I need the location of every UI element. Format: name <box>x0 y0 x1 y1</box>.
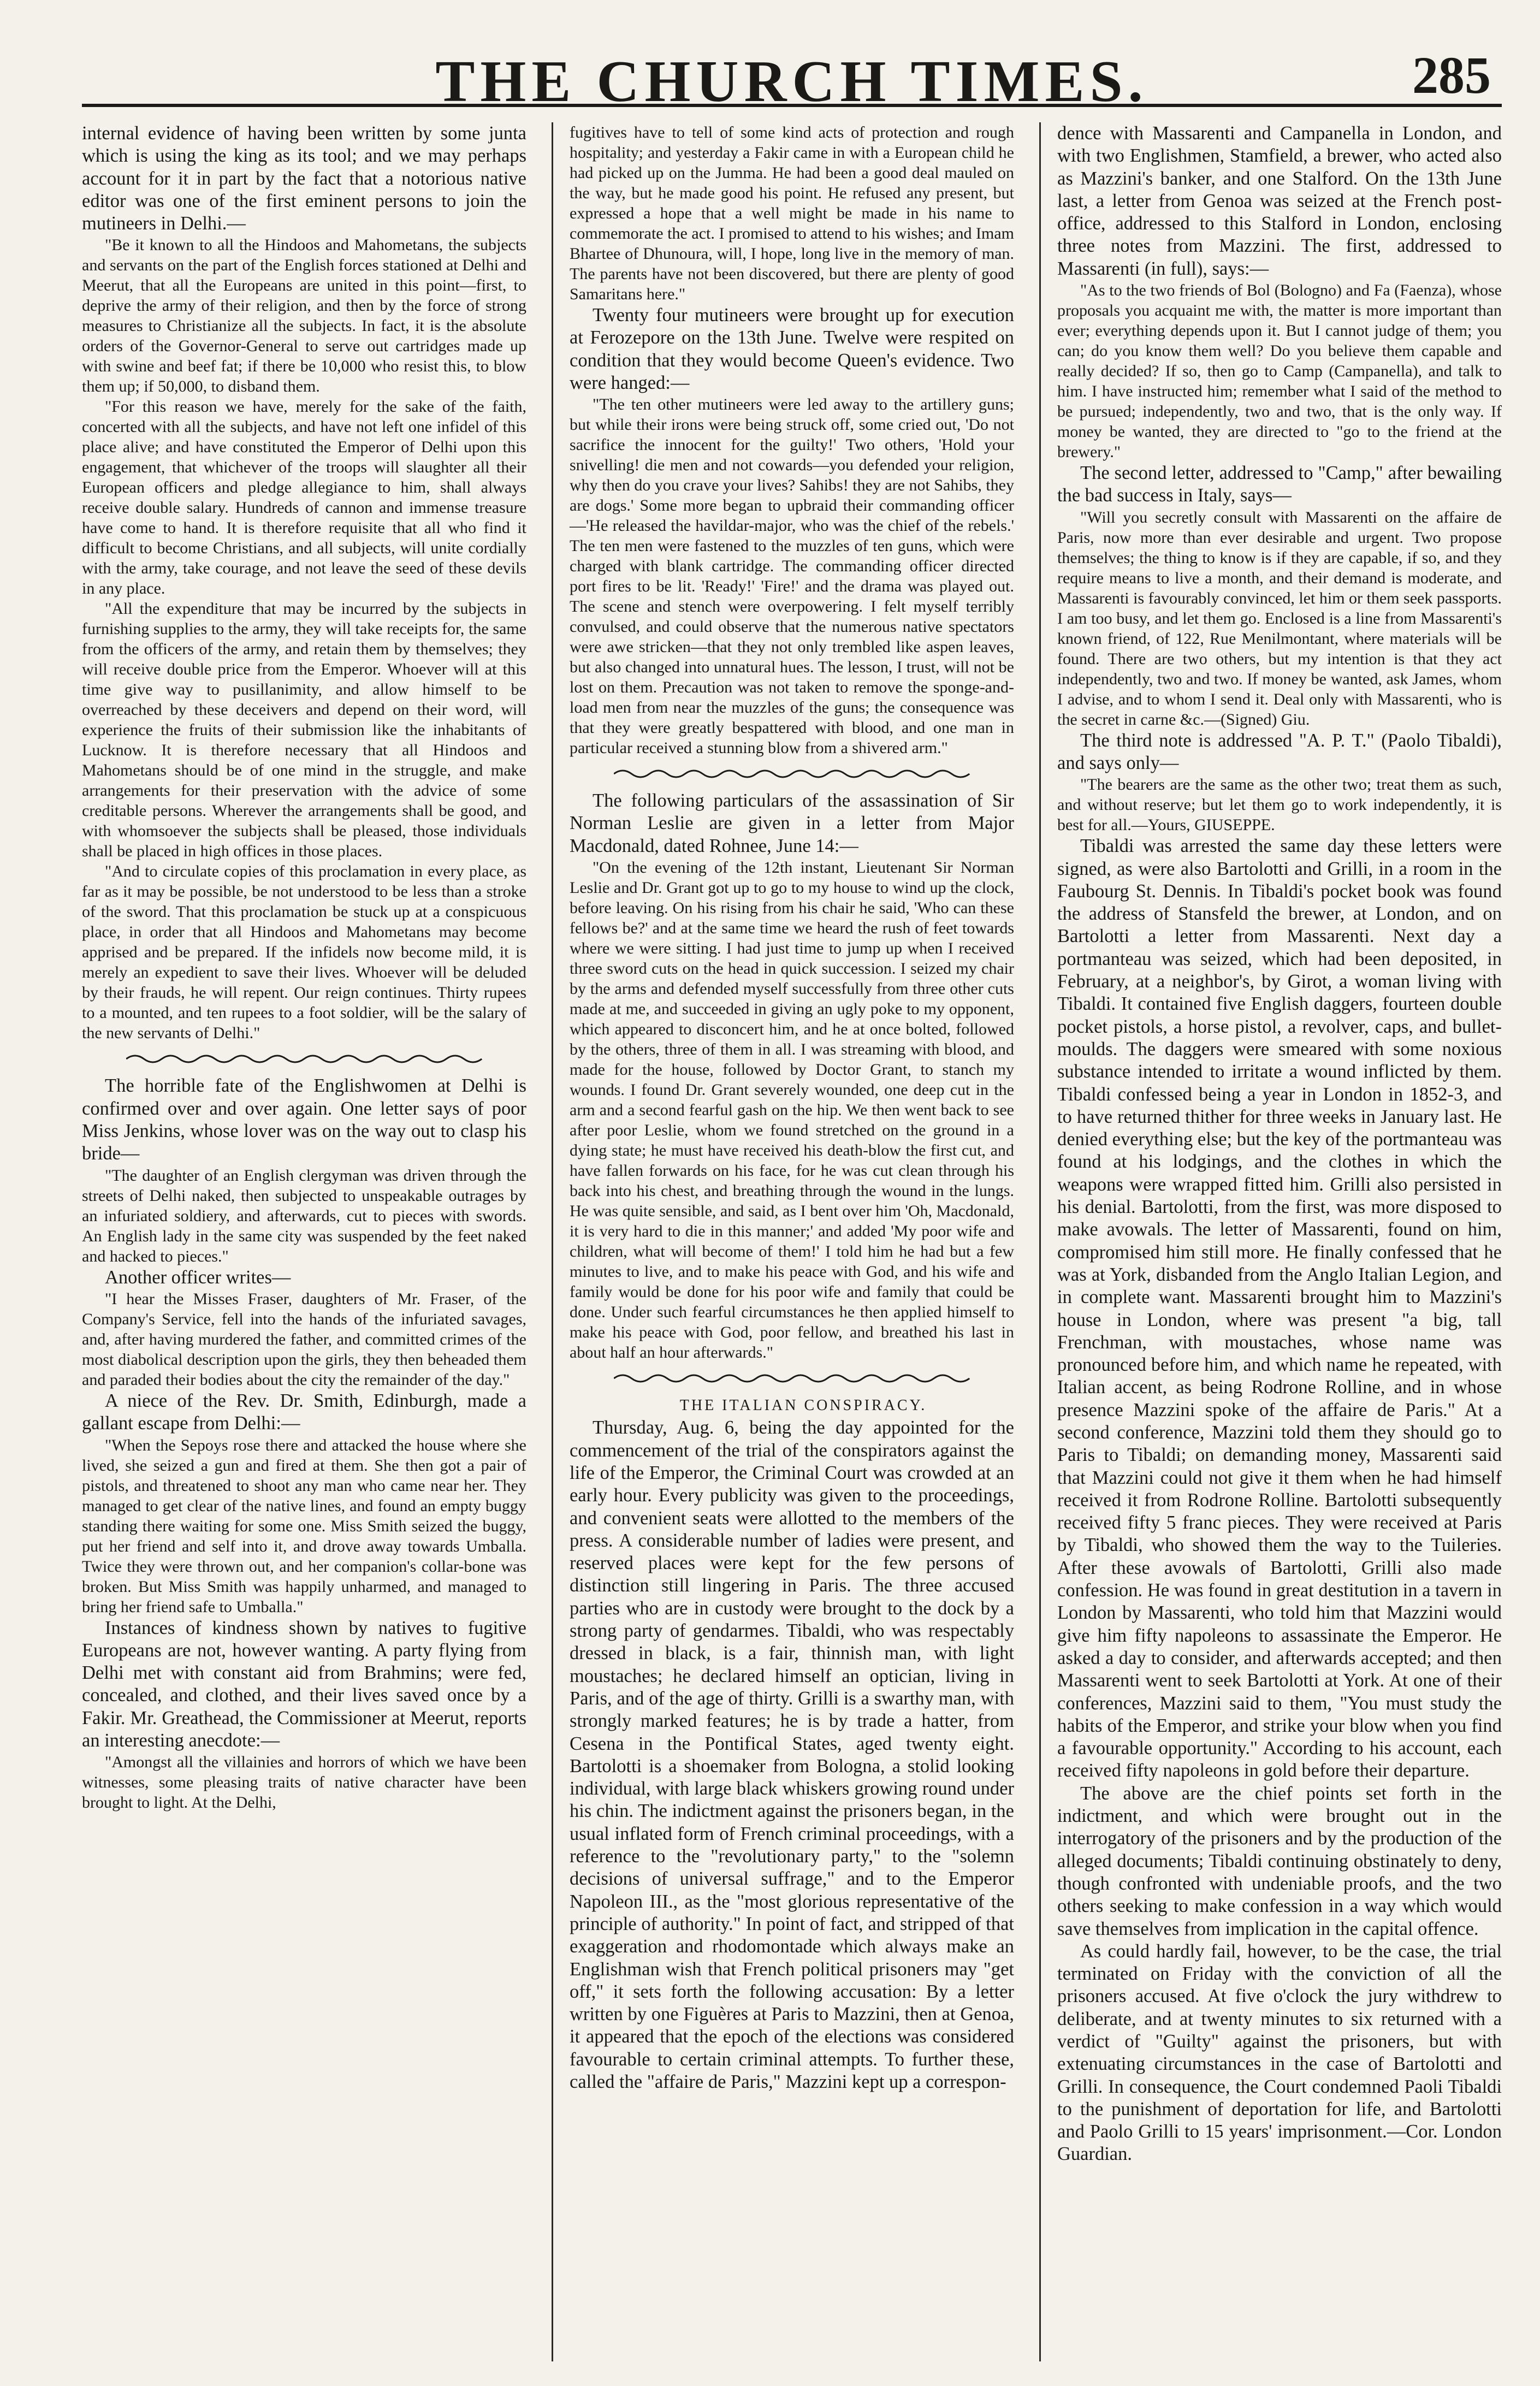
article-paragraph: Twenty four mutineers were brought up for execution at Ferozepore on the 13th June. Twelve were respited on condition that they would become Queen's evidence. Two were hanged:— <box>570 305 1014 393</box>
article-paragraph: Instances of kindness shown by natives to fugitive Europeans are not, however wanting. A party flying from Delhi met with constant aid from Brahmins; were fed, concealed, and clothed, and their lives saved once by a Fakir. Mr. Greathead, the Commissioner at Meerut, reports an interesting anecdote:— <box>82 1617 526 1751</box>
article-paragraph: Tibaldi was arrested the same day these letters were signed, as were also Bartolotti and Grilli, in a room in the Faubourg St. Dennis. In Tibaldi's pocket book was found the address of Stansfeld the brewer, at London, and on Bartolotti a letter from Massarenti. Next day a portmanteau was seized, which had been deposited, in February, at a neighbor's, by Girot, a woman living with Tibaldi. It contained five English daggers, fourteen double pocket pistols, a horse pistol, a revolver, caps, and bullet-moulds. The daggers were smeared with some noxious substance intended to irritate a wound inflicted by them. Tibaldi confessed being a year in London in 1852-3, and to have returned thither for three weeks in January last. He denied everything else; but the key of the portmanteau was found at his lodgings, and the clothes in which the weapons were wrapped fitted him. Grilli also persisted in his denial. Bartolotti, from the first, was more disposed to make avowals. The letter of Massarenti, found on him, compromised him still more. He finally confessed that he was at York, disbanded from the Anglo Italian Legion, and in complete want. Massarenti brought him to Mazzini's house in London, where was present "a big, tall Frenchman, with moustaches, whose name was pronounced before him, and which name he repeated, with Italian accent, as being Rodrone Rolline, and in whose presence Mazzini spoke of the affaire de Paris." At a second conference, Mazzini told them they should go to Paris to Tibaldi; on demanding money, Massarenti said that Mazzini could not give it them when he had himself received it from Rodrone Rolline. Bartolotti subsequently received fifty 5 franc pieces. They were received at Paris by Tibaldi, who showed them the way to the Tuileries. After these avowals of Bartolotti, Grilli also made confession. He was found in great destitution in a tavern in London by Massarenti, who told him that Mazzini would give him fifty napoleons to assassinate the Emperor. He asked a day to consider, and afterwards accepted; and then Massarenti went to seek Bartolotti at York. At one of their conferences, Mazzini said to them, "You must study the habits of the Emperor, and strike your blow when you find a favourable opportunity." According to his account, each received fifty napoleons in gold before their departure. <box>1057 836 1502 1781</box>
column-2 <box>552 122 1014 2361</box>
section-heading: THE ITALIAN CONSPIRACY. <box>679 1397 927 1414</box>
columns <box>82 122 1502 2361</box>
newspaper-title: THE CHURCH TIMES. <box>435 49 1148 114</box>
masthead <box>82 0 1502 114</box>
column-1 <box>82 122 526 2361</box>
quoted-letter: "On the evening of the 12th instant, Lieutenant Sir Norman Leslie and Dr. Grant got up to go to my house to wind up the clock, before leaving. On his rising from his chair he said, 'Who can these fellows be?' and at the same time we heard the rush of feet towards where we were sitting. I had just time to jump up when I received three sword cuts on the head in quick succession. I seized my chair by the arms and defended myself successfully from three other cuts made at me, and succeeded in giving an ugly poke to my opponent, which appeared to disconcert him, and he at once bolted, followed by the others, three of them in all. I was streaming with blood, and made for the house, followed by Doctor Grant, to stanch my wounds. I found Dr. Grant severely wounded, one deep cut in the arm and a second fearful gash on the hip. We then went back to see after poor Leslie, whom we found stretched on the ground in a dying state; he must have received his death-blow the first cut, and have fallen forwards on his face, for he was cut clean through his back into his chest, and breathing through the wound in the lungs. He was quite sensible, and said, as I bent over him 'Oh, Macdonald, it is very hard to die in this manner;' and added 'My poor wife and children, what will become of them!' I told him he had but a few minutes to live, and to make his peace with God, and his wife and family would be done for his poor wife and family that could be done. Under such fearful circumstances he then applied himself to make his peace with God, poor fellow, and breathed his last in about half an hour afterwards." <box>570 859 1014 1362</box>
wavy-divider <box>126 1051 482 1067</box>
column-3 <box>1039 122 1502 2361</box>
quoted-letter: "When the Sepoys rose there and attacked the house where she lived, she seized a gun and fired at them. She then got a pair of pistols, and threatened to shoot any man who came near her. They managed to get clear of the native lines, and found an empty buggy standing there waiting for some one. Miss Smith seized the buggy, put her friend and self into it, and drove away towards Umballa. Twice they were thrown out, and her companion's collar-bone was broken. But Miss Smith was happily unharmed, and managed to bring her friend safe to Umballa." <box>82 1436 526 1616</box>
article-paragraph: The horrible fate of the Englishwomen at Delhi is confirmed over and over again. One letter says of poor Miss Jenkins, whose lover was on the way out to clasp his bride— <box>82 1075 526 1164</box>
proclamation-paragraph: "All the expenditure that may be incurred by the subjects in furnishing supplies to the army, they will take receipts for, the same from the officers of the army, and retain them by themselves; they will receive double price from the Emperor. Whoever will at this time give way to pusillanimity, and allow himself to be overreached by these deceivers and depend on their word, will experience the fruits of their submission like the inhabitants of Lucknow. It is therefore necessary that all Hindoos and Mahometans should be of one mind in the struggle, and make arrangements for their preservation with the advice of some creditable persons. Wherever the arrangements shall be good, and with whomsoever the subjects shall be pleased, those individuals shall be placed in high offices in those places. <box>82 600 526 861</box>
wavy-divider <box>614 766 969 782</box>
proclamation-paragraph: "And to circulate copies of this proclamation in every place, as far as it may be possible, be not understood to be less than a stroke of the sword. That this proclamation be stuck up at a conspicuous place, in order that all Hindoos and Mahometans may become apprised and be prepared. If the infidels now become mild, it is merely an expedient to save their lives. Whoever will be deluded by their frauds, he will repent. Our reign continues. Thirty rupees to a mounted, and ten rupees to a foot soldier, will be the salary of the new servants of Delhi." <box>82 862 526 1043</box>
article-paragraph: The third note is addressed "A. P. T." (Paolo Tibaldi), and says only— <box>1057 730 1502 773</box>
proclamation-paragraph: "Be it known to all the Hindoos and Mahometans, the subjects and servants on the part of the English forces stationed at Delhi and Meerut, that all the Europeans are united in this point—first, to deprive the army of their religion, and then by the force of strong measures to Christianize all the subjects. In fact, it is the absolute orders of the Governor-General to serve out cartridges made up with swine and beef fat; if there be 10,000 who resist this, to blow them up; if 50,000, to disband them. <box>82 236 526 396</box>
article-paragraph: The second letter, addressed to "Camp," after bewailing the bad success in Italy, says— <box>1057 463 1502 506</box>
article-paragraph: internal evidence of having been written by some junta which is using the king as its tool; and we may perhaps account for it in part by the fact that a notorious native editor was one of the first eminent persons to join the mutineers in Delhi.— <box>82 123 526 234</box>
article-paragraph: A niece of the Rev. Dr. Smith, Edinburgh, made a gallant escape from Delhi:— <box>82 1390 526 1434</box>
quoted-letter: "The ten other mutineers were led away to the artillery guns; but while their irons were being struck off, some cried out, 'Do not sacrifice the innocent for the guilty!' Two others, 'Hold your snivelling! die men and not cowards—you defended your religion, why then do you crave your lives? Sahibs! they are not Sahibs, they are dogs.' Some more began to upbraid their commanding officer—'He released the havildar-major, who was the chief of the rebels.' The ten men were fastened to the muzzles of ten guns, which were charged with blank cartridge. The commanding officer directed port fires to be lit. 'Ready!' 'Fire!' and the drama was played out. The scene and stench were overpowering. I felt myself terribly convulsed, and could observe that the numerous native spectators were awe stricken—that they not only trembled like aspen leaves, but also changed into unnatural hues. The lesson, I trust, will not be lost on them. Precaution was not taken to remove the sponge-and-load men from near the muzzles of the guns; the consequence was that they were greatly bespattered with blood, and one man in particular received a stunning blow from a shivered arm." <box>570 395 1014 757</box>
quoted-letter: "The daughter of an English clergyman was driven through the streets of Delhi naked, then subjected to unspeakable outrages by an infuriated soldiery, and afterwards, cut to pieces with swords. An English lady in the same city was suspended by the feet naked and hacked to pieces." <box>82 1166 526 1265</box>
article-paragraph: The following particulars of the assassination of Sir Norman Leslie are given in a letter from Major Macdonald, dated Rohnee, June 14:— <box>570 790 1014 856</box>
quoted-letter: fugitives have to tell of some kind acts of protection and rough hospitality; and yesterday a Fakir came in with a European child he had picked up on the Jumma. He had been a good deal mauled on the way, but he made good his point. He refused any present, but expressed a hope that a well might be made in his name to commemorate the act. I promised to attend to his wishes; and Imam Bhartee of Dhunoura, will, I hope, long live in the memory of man. The parents have not been discovered, but there are plenty of good Samaritans here." <box>570 123 1014 303</box>
quoted-note: "As to the two friends of Bol (Bologno) and Fa (Faenza), whose proposals you acquaint me with, the matter is more important than ever; everything depends upon it. But I cannot judge of them; you can; do you know them well? Do you believe them capable and really decided? If so, then go to Camp (Campanella), and talk to him. I have instructed him; remember what I said of the method to be pursued; independently, two and two, that is the only way. If money be wanted, they are directed to "go to the friend at the brewery." <box>1057 281 1502 461</box>
wavy-divider <box>614 1370 969 1387</box>
quoted-letter: "I hear the Misses Fraser, daughters of Mr. Fraser, of the Company's Service, fell into the hands of the infuriated savages, and, after having murdered the father, and committed crimes of the most diabolical description upon the girls, they then beheaded them and paraded their bodies about the city the remainder of the day." <box>82 1289 526 1389</box>
article-paragraph: Another officer writes— <box>105 1266 291 1288</box>
quoted-note: "Will you secretly consult with Massarenti on the affaire de Paris, now more than ever desirable and urgent. Two propose themselves; the thing to know is if they are capable, if so, and they require means to live a month, and their demand is moderate, and Massarenti is favourably convinced, let him or them seek passports. I am too busy, and let them go. Enclosed is a line from Massarenti's known friend, of 122, Rue Menilmontant, where materials will be found. There are two others, but my intention is that they act independently, two and two. If money be wanted, ask James, whom I advise, and to whom I send it. Deal only with Massarenti, who is the secret in carne &c.—(Signed) Giu. <box>1057 508 1502 729</box>
page-number: 285 <box>1412 46 1491 104</box>
article-paragraph: Thursday, Aug. 6, being the day appointed for the commencement of the trial of the conspirators against the life of the Emperor, the Criminal Court was crowded at an early hour. Every publicity was given to the proceedings, and convenient seats were allotted to the members of the press. A considerable number of ladies were present, and reserved places were kept for the few persons of distinction still lingering in Paris. The three accused parties who are in custody were brought to the dock by a strong party of gendarmes. Tibaldi, who was respectably dressed in black, is a fair, thinnish man, with light moustaches; he declared himself an optician, living in Paris, and of the age of thirty. Grilli is a swarthy man, with strongly marked features; he is by trade a hatter, from Cesena in the Pontifical States, aged twenty eight. Bartolotti is a shoemaker from Bologna, a stolid looking individual, with large black whiskers growing round under his chin. The indictment against the prisoners began, in the usual inflated form of French criminal proceedings, with a reference to the "revolutionary party," to the "solemn decisions of universal suffrage," and to the Emperor Napoleon III., as the "most glorious representative of the principle of authority." In point of fact, and stripped of that exaggeration and rhodomontade which always make an Englishman wish that French political prisoners may "get off," it sets forth the following accusation: By a letter written by one Figuères at Paris to Mazzini, then at Genoa, it appeared that the epoch of the elections was considered favourable to certain criminal attempts. To further these, called the "affaire de Paris," Mazzini kept up a correspon- <box>570 1417 1014 2092</box>
article-paragraph: The above are the chief points set forth in the indictment, and which were brought out in the interrogatory of the prisoners and by the production of the alleged documents; Tibaldi continuing obstinately to deny, though confronted with undeniable proofs, and the two others seeking to make confession in a way which would save themselves from implication in the capital offence. <box>1057 1783 1502 1939</box>
article-paragraph: dence with Massarenti and Campanella in London, and with two Englishmen, Stamfield, a brewer, who acted also as Mazzini's banker, and one Stalford. On the 13th June last, a letter from Genoa was seized at the French post-office, addressed to this Stalford in London, enclosing three notes from Mazzini. The first, addressed to Massarenti (in full), says:— <box>1057 123 1502 279</box>
quoted-note: "The bearers are the same as the other two; treat them as such, and without reserve; but let them go to work independently, it is best for all.—Yours, GIUSEPPE. <box>1057 775 1502 834</box>
proclamation-paragraph: "For this reason we have, merely for the sake of the faith, concerted with all the subjects, and have not left one infidel of this place alive; and have constituted the Emperor of Delhi upon this engagement, that whichever of the troops will slaughter all their European officers and pledge allegiance to him, shall always receive double salary. Hundreds of cannon and immense treasure have come to hand. It is therefore requisite that all who find it difficult to become Christians, and all subjects, will unite cordially with the army, take courage, and not leave the seed of these devils in any place. <box>82 398 526 598</box>
article-paragraph: As could hardly fail, however, to be the case, the trial terminated on Friday with the conviction of all the prisoners accused. At five o'clock the jury withdrew to deliberate, and at twenty minutes to six returned with a verdict of "Guilty" against the prisoners, but with extenuating circumstances in the case of Bartolotti and Grilli. In consequence, the Court condemned Paoli Tibaldi to the punishment of deportation for life, and Bartolotti and Paolo Grilli to 15 years' imprisonment.—Cor. London Guardian. <box>1057 1940 1502 2165</box>
quoted-letter: "Amongst all the villainies and horrors of which we have been witnesses, some pleasing traits of native character have been brought to light. At the Delhi, <box>82 1753 526 1812</box>
